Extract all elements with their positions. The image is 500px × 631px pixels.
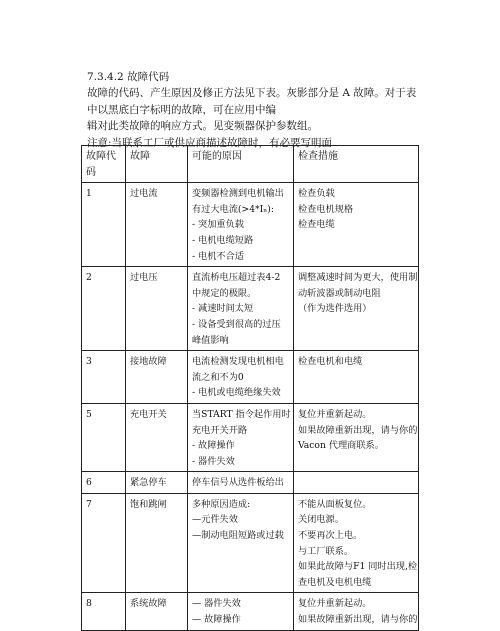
- action-line: 与工厂联系。: [298, 545, 354, 557]
- action-line: 如果故障重新出现，请与你的: [298, 424, 418, 436]
- action-line: 查电机及电机电缆: [298, 576, 372, 588]
- cause-line: 流之和不为0: [192, 371, 244, 383]
- intro-line: 故障的代码、产生原因及修正方法见下表。灰影部分是 A 故障。对于表: [87, 87, 417, 99]
- table-row: [82, 267, 419, 351]
- action-line: 检查电机和电缆: [298, 356, 363, 368]
- cause-line: - 故障操作: [192, 440, 235, 452]
- cause-line: - 电机电缆短路: [192, 234, 254, 246]
- header-code: 故障代码: [82, 146, 126, 183]
- check-actions-cell: [294, 351, 419, 404]
- cause-line: — 故障操作: [192, 614, 241, 626]
- action-line: 如果此故障与F1 同时出现,检: [298, 561, 418, 573]
- action-line: 检查电缆: [298, 219, 335, 231]
- intro-line: 辑对此类故障的响应方式。见变频器保护参数组。: [87, 120, 318, 133]
- table-row: [82, 351, 419, 404]
- table-row: [82, 493, 419, 593]
- table-row: [82, 593, 419, 630]
- fault-name-cell: 过电流: [126, 183, 188, 267]
- action-line: 关闭电源。: [298, 514, 344, 526]
- fault-name-cell: 接地故障: [126, 351, 188, 404]
- intro-paragraph: [87, 85, 417, 151]
- cause-line: —制动电阻短路或过载: [192, 530, 284, 542]
- fault-code-table: [81, 145, 419, 631]
- table-header-row: [82, 146, 419, 183]
- fault-name-cell: 饱和跳闸: [126, 493, 188, 593]
- cause-line: 有过大电流(>4*Iₙ):: [192, 203, 274, 215]
- check-actions-cell: [294, 267, 419, 351]
- cause-line: 当START 指令起作用时: [192, 408, 291, 420]
- check-actions-cell: [294, 183, 419, 267]
- action-line: 调整减速时间为更大，使用制: [298, 272, 418, 284]
- section-heading: 7.3.4.2 故障代码: [87, 71, 170, 83]
- header-fault: 故障: [126, 146, 188, 183]
- cause-line: - 器件失效: [192, 455, 235, 467]
- cause-line: - 减速时间太短: [192, 303, 254, 315]
- fault-code-cell: 2: [82, 267, 126, 351]
- action-line: 不要再次上电。: [298, 530, 363, 542]
- intro-line: 中以黑底白字标明的故障，可在应用中编: [87, 103, 276, 116]
- cause-line: 峰值影响: [192, 334, 229, 346]
- possible-causes-cell: [188, 267, 294, 351]
- possible-causes-cell: [188, 403, 294, 471]
- header-actions: 检查措施: [294, 146, 419, 183]
- cause-line: - 电机不合适: [192, 250, 244, 262]
- cause-line: —元件失效: [192, 514, 238, 526]
- table-row: [82, 403, 419, 471]
- check-actions-cell: [294, 593, 419, 630]
- fault-name-cell: 系统故障: [126, 593, 188, 630]
- action-line: 检查电机规格: [298, 203, 354, 215]
- intro-line: 注意:当联系工厂或供应商描述故障时，有必要写明面: [87, 136, 333, 149]
- action-line: 复位并重新起动。: [298, 598, 372, 610]
- cause-line: 电流检测发现电机相电: [192, 356, 284, 368]
- cause-line: 直流桥电压超过表4-2: [192, 272, 281, 284]
- fault-name-cell: 紧急停车: [126, 472, 188, 494]
- possible-causes-cell: [188, 593, 294, 630]
- check-actions-cell: [294, 403, 419, 471]
- check-actions-cell: [294, 493, 419, 593]
- action-line: 复位并重新起动。: [298, 408, 372, 420]
- fault-code-cell: 3: [82, 351, 126, 404]
- fault-code-cell: 6: [82, 472, 126, 494]
- action-line: Vacon 代理商联系。: [298, 440, 384, 452]
- possible-causes-cell: [188, 493, 294, 593]
- cause-line: — 器件失效: [192, 598, 241, 610]
- action-line: 动斩波器或制动电阻: [298, 287, 381, 299]
- cause-line: - 突加重负载: [192, 219, 244, 231]
- action-line: 如果故障重新出现，请与你的: [298, 614, 418, 626]
- fault-code-cell: 8: [82, 593, 126, 630]
- table-row: [82, 183, 419, 267]
- action-line: （作为选件选用）: [298, 303, 372, 315]
- fault-code-cell: 7: [82, 493, 126, 593]
- cause-line: - 电机或电缆绝缘失效: [192, 387, 281, 399]
- action-line: 检查负载: [298, 188, 335, 200]
- fault-name-cell: 充电开关: [126, 403, 188, 471]
- cause-line: 停车信号从选件板给出: [192, 477, 284, 489]
- cause-line: 中规定的极限。: [192, 287, 257, 299]
- possible-causes-cell: [188, 183, 294, 267]
- header-causes: 可能的原因: [188, 146, 294, 183]
- cause-line: 充电开关开路: [192, 424, 248, 436]
- possible-causes-cell: [188, 472, 294, 494]
- fault-code-cell: 5: [82, 403, 126, 471]
- fault-name-cell: 过电压: [126, 267, 188, 351]
- table-row: [82, 472, 419, 494]
- possible-causes-cell: [188, 351, 294, 404]
- action-line: 不能从面板复位。: [298, 498, 372, 510]
- fault-code-cell: 1: [82, 183, 126, 267]
- cause-line: 变频器检测到电机输出: [192, 188, 284, 200]
- check-actions-cell: [294, 472, 419, 494]
- cause-line: - 设备受到很高的过压: [192, 318, 281, 330]
- cause-line: 多种原因造成:: [192, 498, 251, 510]
